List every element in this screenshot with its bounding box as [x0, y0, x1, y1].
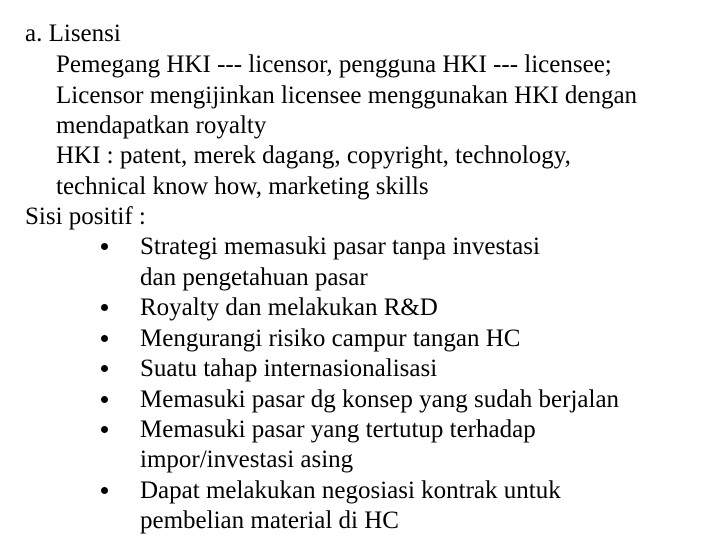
intro-line: Pemegang HKI --- licensor, pengguna HKI --- licensee; — [56, 51, 612, 78]
bullet-text-continued: impor/investasi asing — [140, 446, 354, 473]
bullet-marker — [101, 243, 108, 250]
bullet-marker — [101, 487, 108, 494]
bullet-marker — [101, 365, 108, 372]
intro-line: HKI : patent, merek dagang, copyright, technology, — [56, 142, 571, 169]
bullet-marker — [101, 426, 108, 433]
bullet-text-continued: dan pengetahuan pasar — [140, 264, 368, 291]
bullet-text: Dapat melakukan negosiasi kontrak untuk — [140, 477, 561, 504]
positives-heading: Sisi positif : — [25, 203, 146, 230]
bullet-marker — [101, 304, 108, 311]
bullet-text: Memasuki pasar dg konsep yang sudah berjalan — [140, 386, 620, 413]
bullet-marker — [101, 396, 108, 403]
bullet-text: Strategi memasuki pasar tanpa investasi — [140, 233, 540, 260]
bullet-text: Royalty dan melakukan R&D — [140, 294, 438, 321]
section-heading: a. Lisensi — [25, 20, 121, 47]
bullet-text: Mengurangi risiko campur tangan HC — [140, 325, 521, 352]
intro-line: mendapatkan royalty — [56, 112, 267, 139]
bullet-text-continued: pembelian material di HC — [140, 507, 399, 534]
bullet-marker — [101, 335, 108, 342]
intro-line: technical know how, marketing skills — [56, 173, 429, 200]
bullet-text: Suatu tahap internasionalisasi — [140, 355, 438, 382]
bullet-text: Memasuki pasar yang tertutup terhadap — [140, 416, 536, 443]
intro-line: Licensor mengijinkan licensee menggunakan HKI dengan — [56, 82, 638, 109]
